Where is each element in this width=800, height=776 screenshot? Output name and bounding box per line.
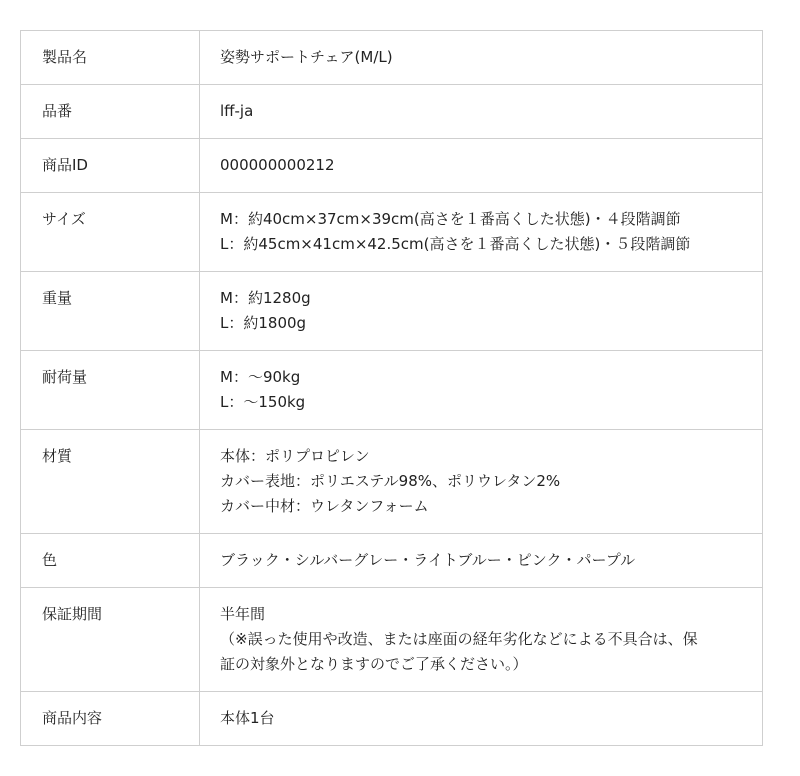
spec-label: 耐荷量	[21, 351, 200, 430]
spec-value	[200, 351, 763, 430]
spec-row-product-number	[21, 85, 763, 139]
spec-value-line: 本体：ポリプロピレン	[220, 447, 370, 465]
spec-value	[200, 193, 763, 272]
spec-value-line: カバー中材：ウレタンフォーム	[220, 497, 429, 515]
spec-value-line: 半年間	[220, 605, 266, 623]
spec-value	[200, 692, 763, 746]
spec-value-line: lff-ja	[220, 102, 254, 120]
spec-value	[200, 430, 763, 534]
spec-value-line: M：～90kg	[220, 368, 301, 386]
spec-label: 色	[21, 534, 200, 588]
spec-value	[200, 31, 763, 85]
spec-label: 製品名	[21, 31, 200, 85]
spec-row-color	[21, 534, 763, 588]
spec-label: 品番	[21, 85, 200, 139]
spec-row-product-id	[21, 139, 763, 193]
spec-value-line: L：～150kg	[220, 393, 306, 411]
spec-value-line: L：約45cm×41cm×42.5cm(高さを１番高くした状態)・５段階調節	[220, 235, 691, 253]
spec-value	[200, 272, 763, 351]
spec-value-line: 本体1台	[220, 709, 275, 727]
spec-row-size	[21, 193, 763, 272]
spec-row-contents	[21, 692, 763, 746]
spec-value-line: （※誤った使用や改造、または座面の経年劣化などによる不具合は、保	[220, 630, 698, 648]
spec-value-line: 証の対象外となりますのでご了承ください。）	[220, 655, 528, 673]
spec-value	[200, 85, 763, 139]
spec-label: 商品内容	[21, 692, 200, 746]
spec-label: 商品ID	[21, 139, 200, 193]
spec-value-line: カバー表地：ポリエステル98%、ポリウレタン2%	[220, 472, 561, 490]
spec-row-product-name	[21, 31, 763, 85]
spec-value	[200, 588, 763, 692]
spec-label: 重量	[21, 272, 200, 351]
spec-value-line: M：約40cm×37cm×39cm(高さを１番高くした状態)・４段階調節	[220, 210, 681, 228]
spec-row-load-capacity	[21, 351, 763, 430]
spec-value-line: L：約1800g	[220, 314, 307, 332]
spec-value-line: 000000000212	[220, 156, 335, 174]
spec-row-warranty	[21, 588, 763, 692]
spec-label: 材質	[21, 430, 200, 534]
spec-label: サイズ	[21, 193, 200, 272]
spec-label: 保証期間	[21, 588, 200, 692]
spec-row-weight	[21, 272, 763, 351]
spec-value-line: ブラック・シルバーグレー・ライトブルー・ピンク・パープル	[220, 551, 636, 569]
spec-value	[200, 139, 763, 193]
spec-value	[200, 534, 763, 588]
product-spec-table	[20, 30, 763, 746]
spec-value-line: M：約1280g	[220, 289, 311, 307]
spec-row-material	[21, 430, 763, 534]
spec-value-line: 姿勢サポートチェア(M/L)	[220, 48, 393, 66]
